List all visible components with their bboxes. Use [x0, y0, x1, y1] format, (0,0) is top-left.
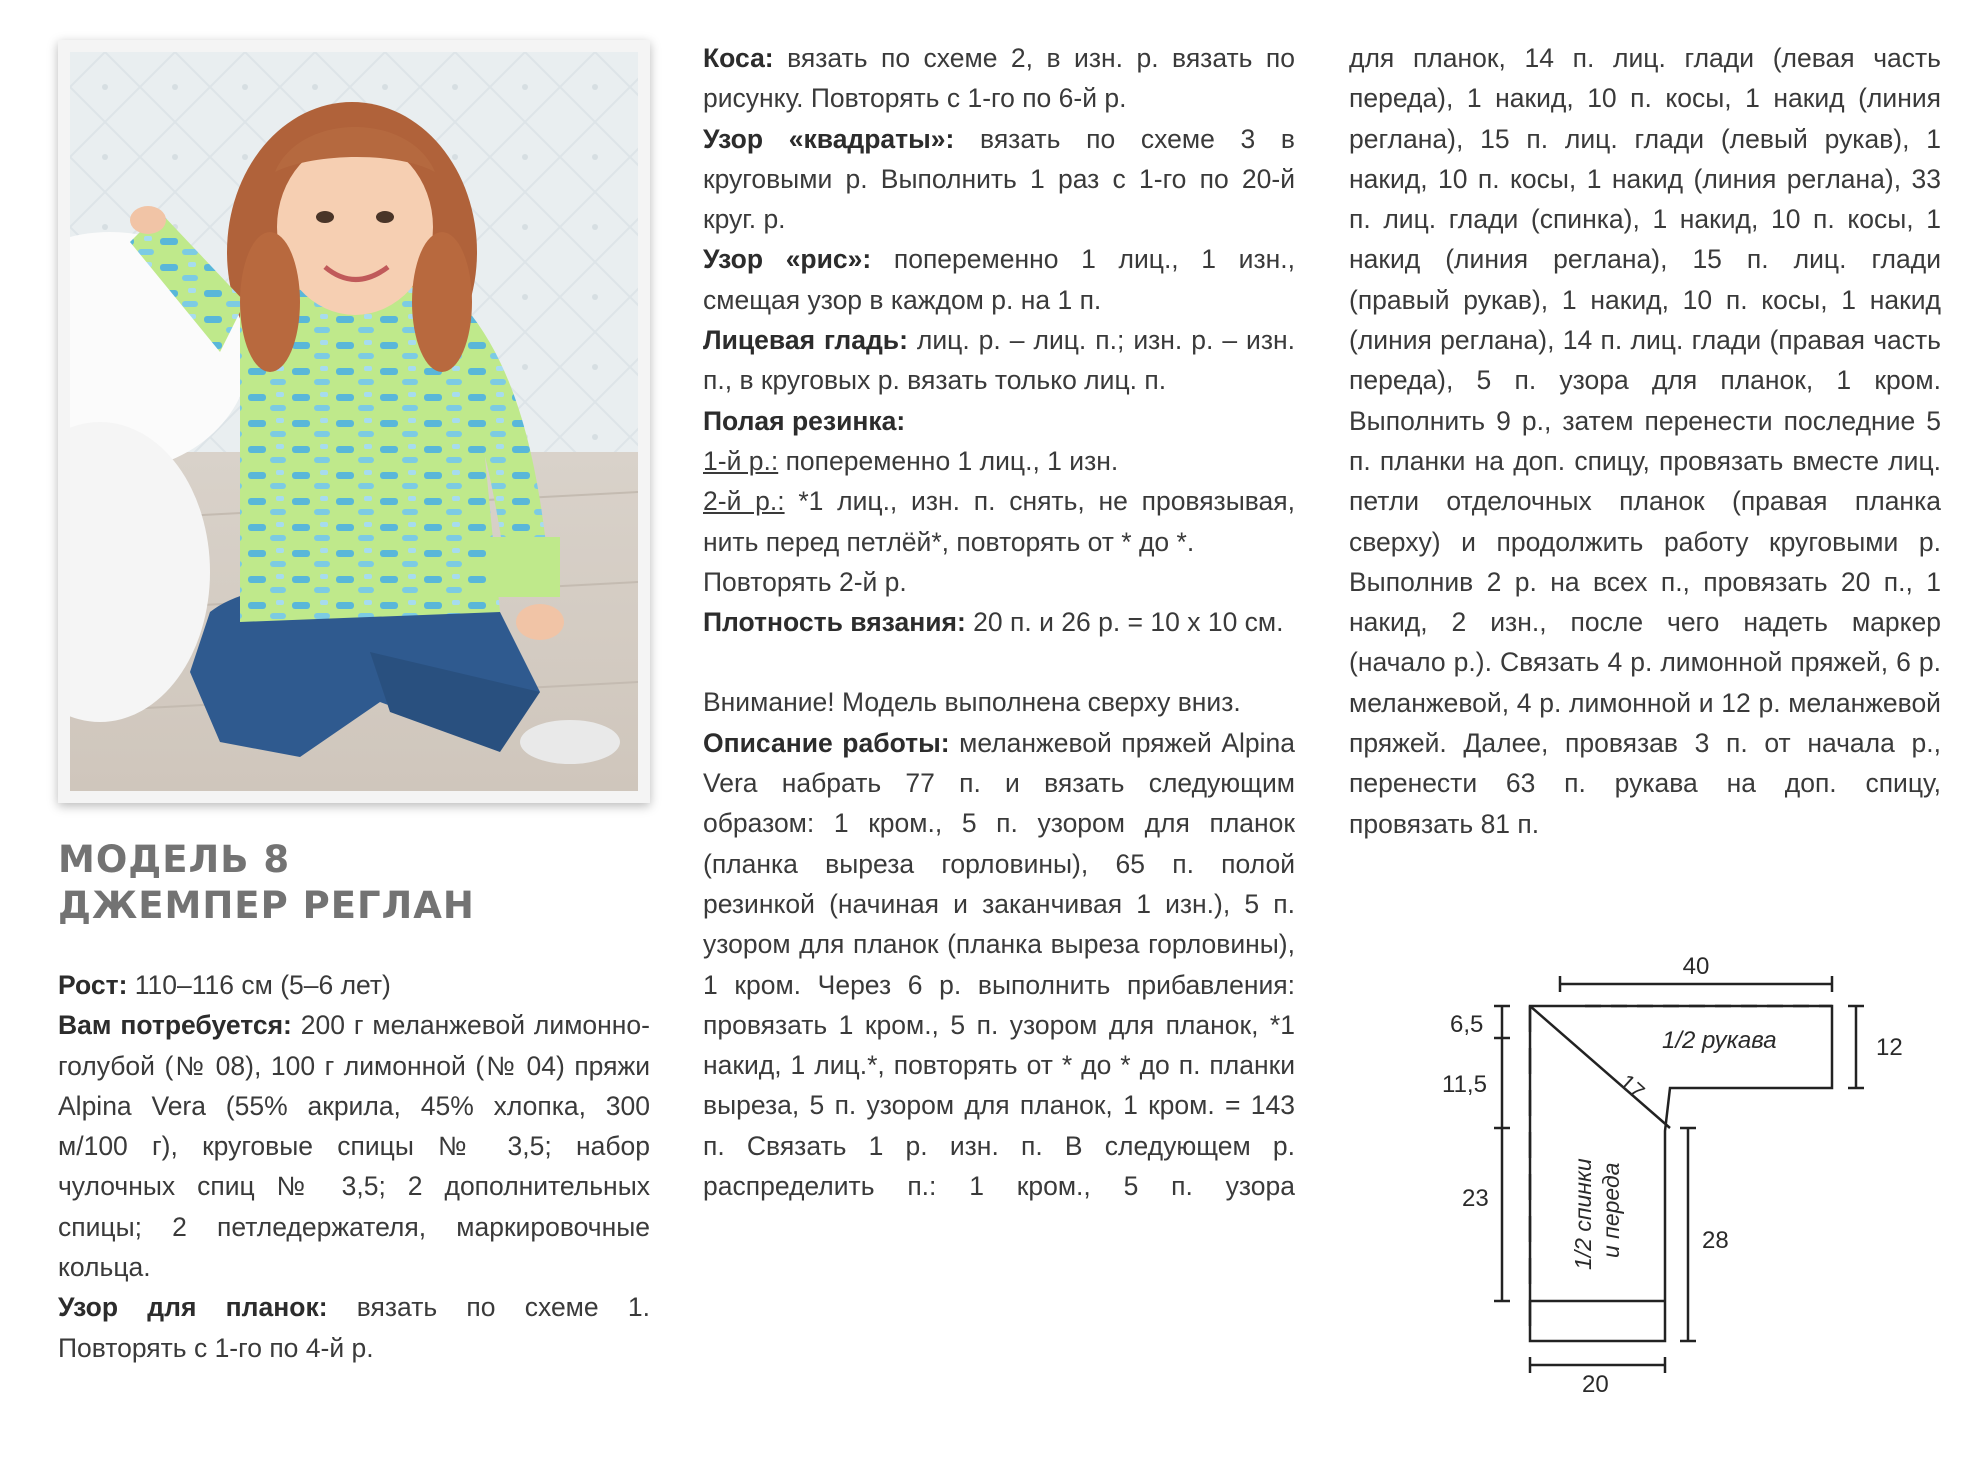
kvadraty-paragraph [703, 119, 1295, 240]
glad-text: лиц. р. – лиц. п.; изн. р. – изн. п., в круговых р. вязать только лиц. п. [703, 325, 1295, 396]
row1-text: попеременно 1 лиц., 1 изн. [778, 445, 1119, 476]
kosa-paragraph [703, 38, 1295, 119]
rezinka-row2 [703, 481, 1295, 562]
rezinka-heading [703, 401, 1295, 441]
body-label-line2: и переда [1598, 1162, 1624, 1258]
row1-label: 1-й р.: [703, 445, 779, 476]
attention-paragraph: Внимание! Модель выполнена сверху вниз. [703, 687, 1241, 718]
dim-label-11-5: 11,5 [1442, 1071, 1487, 1098]
dim-label-23: 23 [1462, 1185, 1489, 1212]
model-name-title: ДЖЕМПЕР РЕГЛАН [58, 884, 475, 927]
glad-label: Лицевая гладь: [703, 325, 908, 356]
kosa-label: Коса: [703, 43, 774, 73]
model-photo [70, 52, 638, 791]
body-label-line1: 1/2 спинки [1570, 1158, 1596, 1270]
middle-text-column [703, 38, 1295, 1206]
ris-text: попеременно 1 лиц., 1 изн., смещая узор в каждом р. на 1 п. [703, 244, 1295, 315]
density-text: 20 п. и 26 р. = 10 х 10 см. [965, 607, 1284, 638]
materials-paragraph [58, 1005, 650, 1287]
dim-label-6-5: 6,5 [1450, 1011, 1484, 1038]
dim-label-40: 40 [1682, 953, 1710, 980]
ris-label: Узор «рис»: [703, 244, 872, 275]
work-label: Описание работы: [703, 727, 950, 758]
model-number-title: МОДЕЛЬ 8 [58, 838, 291, 881]
right-text-column [1349, 38, 1941, 844]
dim-label-20: 20 [1582, 1371, 1609, 1398]
size-value: 110–116 см (5–6 лет) [127, 970, 391, 1000]
size-label: Рост: [58, 970, 128, 1000]
repeat-paragraph: Повторять 2-й р. [703, 566, 907, 597]
work-continued-paragraph: для планок, 14 п. лиц. глади (левая часть переда), 1 накид, 10 п. косы, 1 накид (линия реглана), 15 п. лиц. глади (левый рукав), 1 накид, 10 п. косы, 1 накид (линия реглана), 33 п. лиц. глади (спинка), 1 накид, 10 п. косы, 1 накид (линия реглана), 15 п. лиц. глади (правый рукав), 1 накид, 10 п. косы, 1 накид (линия реглана), 14 п. лиц. глади (правая часть переда), 5 п. узора для планок, 1 кром. Выполнить 9 р., затем перенести последние 5 п. планки на доп. спицу, провязать вместе лиц. петли отделочных планок (правая планка сверху) и продолжить работу круговыми р. Выполнив 2 р. на всех п., провязать 20 п., 1 накид, 2 изн., после чего надеть маркер (начало р.). Связать 4 р. лимонной пряжей, 6 р. меланжевой, 4 р. лимонной и 12 р. меланжевой пряжей. Далее, провязав 3 п. от начала р., перенести 63 п. рукава на доп. спицу, провязать 81 п. [1349, 43, 1941, 839]
left-text-column [58, 965, 650, 1368]
row2-text: *1 лиц., изн. п. снять, не провязывая, нить перед петлёй*, повторять от * до *. [703, 486, 1295, 557]
planki-pattern-label: Узор для планок: [58, 1292, 328, 1323]
work-text: меланжевой пряжей Alpina Vera набрать 77 п. и вязать следующим образом: 1 кром., 5 п. узором для планок (планка выреза горловины), 65 п. полой резинкой (начиная и заканчивая 1 изн.), 5 п. узором для планок (планка выреза горловины), 1 кром. Через 6 р. выполнить прибавления: провязать 1 кром., 5 п. узором для планок, *1 накид, 1 лиц.*, повторять от * до * до п. планки выреза, 5 п. узором для планок, 1 кром. = 143 п. Связать 1 р. изн. п. В следующем р. распределить п.: 1 кром., 5 п. узора [703, 727, 1295, 1202]
planki-pattern-paragraph [58, 1287, 650, 1368]
child-in-jumper-illustration [70, 52, 638, 791]
density-label: Плотность вязания: [703, 607, 966, 638]
kvadraty-label: Узор «квадраты»: [703, 123, 955, 154]
work-description-paragraph [703, 723, 1295, 1207]
kosa-text: вязать по схеме 2, в изн. р. вязать по рисунку. Повторять с 1-го по 6-й р. [703, 43, 1295, 114]
dim-label-17: 17 [1614, 1069, 1650, 1105]
ris-paragraph [703, 239, 1295, 320]
density-paragraph [703, 602, 1295, 642]
photo-frame [58, 40, 650, 803]
rezinka-row1 [703, 441, 1295, 481]
row2-label: 2-й р.: [703, 486, 785, 517]
materials-label: Вам потребуется: [58, 1010, 292, 1041]
sleeve-label: 1/2 рукава [1662, 1027, 1777, 1054]
materials-text: 200 г меланжевой лимонно-голубой (№ 08), 100 г лимонной (№ 04) пряжи Alpina Vera (55% акрила, 45% хлопка, 300 м/100 г), круговые спицы № 3,5; набор чулочных спиц № 3,5; 2 дополнительных спицы; 2 петледержателя, маркировочные кольца. [58, 1010, 650, 1283]
pattern-schematic [1430, 948, 1950, 1408]
kvadraty-text: вязать по схеме 3 в круговыми р. Выполнить 1 раз с 1-го по 20-й круг. р. [703, 123, 1296, 235]
dim-label-12: 12 [1876, 1034, 1903, 1061]
rezinka-label: Полая резинка: [703, 405, 906, 436]
size-paragraph [58, 965, 650, 1005]
glad-paragraph [703, 320, 1295, 401]
planki-pattern-text: вязать по схеме 1. Повторять с 1-го по 4-й р. [58, 1292, 650, 1363]
raglan-line [1530, 1006, 1670, 1128]
dim-label-28: 28 [1702, 1227, 1729, 1254]
